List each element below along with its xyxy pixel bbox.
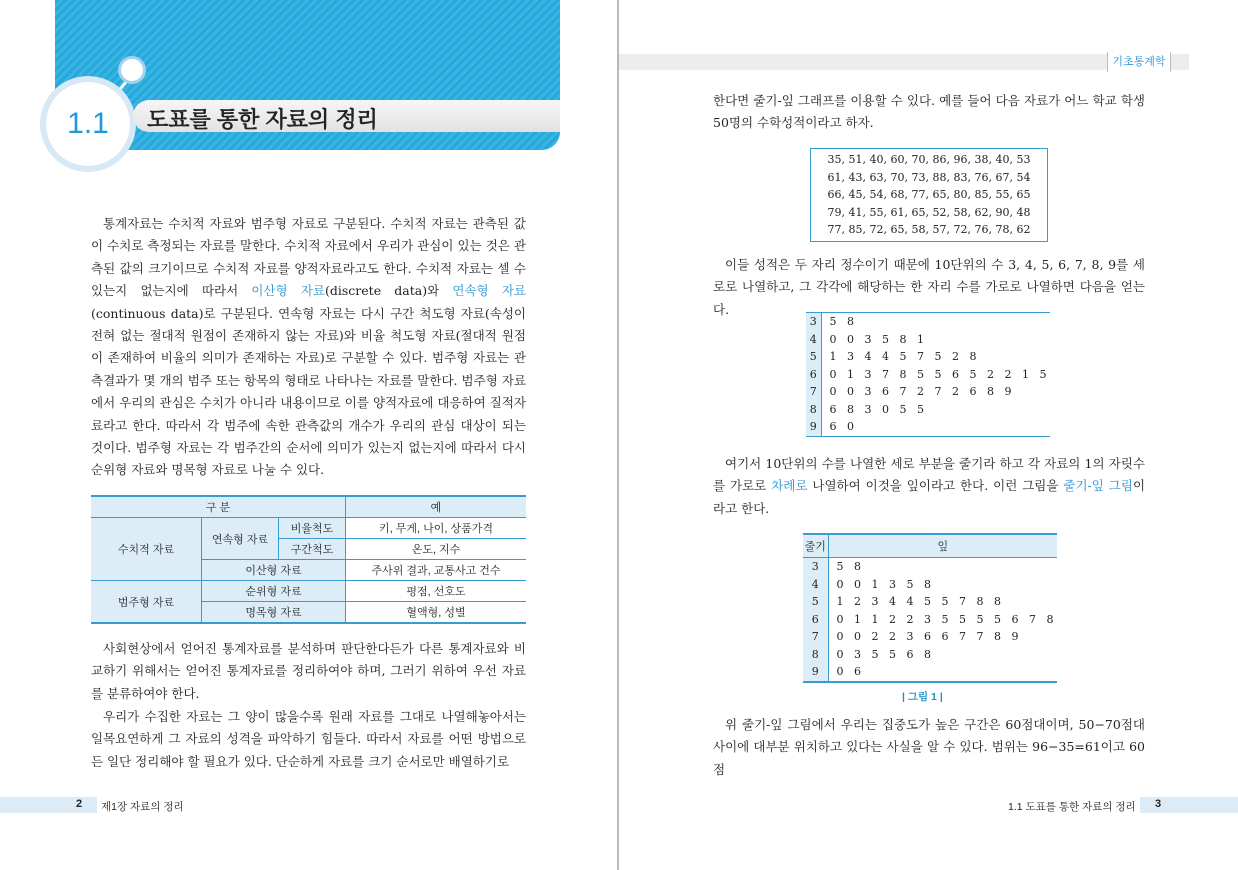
data-row: 77, 85, 72, 65, 58, 57, 72, 76, 78, 62 — [827, 223, 1031, 236]
stem-cell: 5 — [803, 593, 828, 611]
data-row: 61, 43, 63, 70, 73, 88, 83, 76, 67, 54 — [827, 170, 1031, 184]
stem-cell: 6 — [806, 366, 821, 384]
leaf-cell: 0 0 3 6 7 2 7 2 6 8 9 — [829, 385, 1015, 399]
term-continuous: 연속형 자료 — [452, 283, 526, 299]
leaf-cell: 1 3 4 4 5 7 5 2 8 — [829, 350, 981, 364]
cell-discrete: 이산형 자료 — [202, 560, 346, 581]
para1-text-c: (continuous data)로 구분된다. 연속형 자료는 다시 구간 척도형 자료(속성이 전혀 없는 절대적 원점이 존재하지 않는 자료)와 비율 척도형 자료(절대적 원점이 존재하여 비율의 의미가 존재하는 자료)로 구분할 수 있다. 범주형 자료는 관측결과가 몇 개의 범주 또는 항목의 형태로 나타나는 자료를 말한다. 범주형 자료에서 우리의 관심은 수치가 아니라 내용이므로 이를 양적자료에 대응하여 질적자료라고 한다. 따라서 각 범주에 속한 관측값의 개수가 우리의 관심 대상이 되는 것이다. 범주형 자료는 각 범주간의 순서에 의미가 있는지 없는지에 따라서 다시 순위형 자료와 명목형 자료로 나눌 수 있다. — [91, 305, 526, 478]
section-number-ring — [40, 76, 136, 172]
body-paragraph-1 — [91, 213, 526, 482]
data-row: 35, 51, 40, 60, 70, 86, 96, 38, 40, 53 — [827, 153, 1031, 166]
table-row — [91, 581, 526, 602]
running-header-bar — [619, 54, 1189, 70]
leaf-cell: 5 8 — [836, 560, 865, 574]
stem-cell: 9 — [806, 418, 821, 436]
table-row — [803, 611, 1057, 629]
table-row — [91, 518, 526, 539]
stem-cell: 7 — [806, 383, 821, 401]
body-paragraph-3: 우리가 수집한 자료는 그 양이 많을수록 원래 자료를 그대로 나열해놓아서는 일목요연하게 그 자료의 성격을 파악하기 힘들다. 따라서 자료를 어떤 방법으로든 일단 정리해야 할 필요가 있다. 단순하게 자료를 크기 순서로만 배열하기로 — [91, 709, 526, 769]
leaf-cell: 0 1 1 2 2 3 5 5 5 5 6 7 8 — [836, 612, 1057, 626]
table-row — [806, 418, 1050, 436]
table-row — [806, 366, 1050, 384]
data-row: 79, 41, 55, 61, 65, 52, 58, 62, 90, 48 — [827, 205, 1031, 219]
para1-text-a: 통계자료는 수치적 자료와 범주형 자료로 구분된다. 수치적 자료는 관측된 값이 수치로 측정되는 자료를 말한다. 수치적 자료에서 우리가 관심이 있는 것은 관측된 값의 크기이므로 수치적 자료를 양적자료라고도 한다. 수치적 자료는 셀 수 있는지 없는지에 따라서 — [91, 216, 526, 299]
table-row — [806, 331, 1050, 349]
table-row — [806, 348, 1050, 366]
term-stem-leaf: 줄기-잎 그림 — [1063, 478, 1133, 494]
cell-nominal: 명목형 자료 — [202, 602, 346, 624]
stem-cell: 3 — [806, 313, 821, 331]
table-row — [803, 646, 1057, 664]
leaf-cell: 5 8 — [829, 315, 858, 329]
cell-nominal-example: 혈액형, 성별 — [346, 602, 527, 624]
leaf-cell: 0 0 2 2 3 6 6 7 7 8 9 — [836, 630, 1022, 644]
table-row — [803, 576, 1057, 594]
data-row: 66, 45, 54, 68, 77, 65, 80, 85, 55, 65 — [827, 188, 1031, 201]
table-header-row — [91, 496, 526, 518]
term-discrete: 이산형 자료 — [251, 283, 325, 299]
right-page — [619, 0, 1238, 870]
figure-caption: | 그림 1 | — [902, 691, 943, 703]
para3-text-b: 나열하여 이것을 잎이라고 한다. 이런 그림을 — [807, 478, 1064, 494]
para3-text-a: 여기서 10단위의 수를 나열한 세로 부분을 줄기라 하고 각 자료의 1의 자릿수를 가로로 — [713, 456, 1145, 494]
stem-cell: 4 — [806, 331, 821, 349]
footer-section: 1.1 도표를 통한 자료의 정리 — [1008, 801, 1136, 813]
footer-chapter: 제1장 자료의 정리 — [101, 801, 184, 813]
leaf-cell: 0 1 3 7 8 5 5 6 5 2 2 1 5 — [829, 367, 1050, 381]
table-row — [803, 558, 1057, 576]
table-header-row — [803, 534, 1057, 558]
leaf-cell: 1 2 3 4 4 5 5 7 8 8 — [836, 595, 1005, 609]
left-page — [0, 0, 617, 870]
leaf-cell: 6 0 — [829, 420, 858, 434]
body-paragraph-2: 이들 성적은 두 자리 정수이기 때문에 10단위의 수 3, 4, 5, 6, 7, 8, 9를 세로로 나열하고, 그 각각에 해당하는 한 자리 수를 가로로 나열하면 다음을 얻는다. — [713, 257, 1145, 317]
cell-numeric: 수치적 자료 — [91, 518, 202, 581]
section-title: 도표를 통한 자료의 정리 — [147, 107, 378, 132]
unsorted-stem-leaf-table — [806, 312, 1050, 437]
leaf-cell: 0 6 — [836, 665, 865, 679]
header-example: 예 — [346, 496, 527, 518]
stem-header: 줄기 — [803, 534, 828, 558]
header-category: 구 분 — [91, 496, 346, 518]
table-row — [806, 383, 1050, 401]
cell-ratio-example: 키, 무게, 나이, 상품가격 — [346, 518, 527, 539]
table-row — [803, 593, 1057, 611]
table-row — [806, 313, 1050, 331]
cell-interval: 구간척도 — [279, 539, 346, 560]
cell-continuous: 연속형 자료 — [202, 518, 279, 560]
leaf-cell: 6 8 3 0 5 5 — [829, 402, 928, 416]
table-row — [803, 628, 1057, 646]
table-row — [806, 401, 1050, 419]
stem-cell: 9 — [803, 663, 828, 682]
leaf-cell: 0 3 5 5 6 8 — [836, 647, 935, 661]
stem-cell: 8 — [806, 401, 821, 419]
raw-data-box — [810, 148, 1048, 242]
body-paragraph-1: 한다면 줄기-잎 그래프를 이용할 수 있다. 예를 들어 다음 자료가 어느 학교 학생 50명의 수학성적이라고 하자. — [713, 93, 1145, 131]
body-paragraph-4: 위 줄기-잎 그림에서 우리는 집중도가 높은 구간은 60점대이며, 50−70점대 사이에 대부분 위치하고 있다는 사실을 알 수 있다. 범위는 96−35=61이고 60점 — [713, 717, 1145, 777]
para1-text-b: (discrete data)와 — [325, 283, 453, 299]
table-row — [803, 663, 1057, 682]
section-number: 1.1 — [67, 107, 109, 140]
cell-categorical: 범주형 자료 — [91, 581, 202, 624]
cell-discrete-example: 주사위 결과, 교통사고 건수 — [346, 560, 527, 581]
sorted-stem-leaf-table — [803, 533, 1057, 683]
para3-text-c: 이라고 한다. — [713, 478, 1146, 516]
stem-cell: 8 — [803, 646, 828, 664]
section-title-bar — [133, 100, 560, 132]
stem-cell: 5 — [806, 348, 821, 366]
banner-dot — [118, 56, 146, 84]
stem-cell: 6 — [803, 611, 828, 629]
data-type-table — [91, 495, 526, 624]
running-header-tag: 기초통계학 — [1107, 52, 1171, 72]
cell-ordinal-example: 평점, 선호도 — [346, 581, 527, 602]
body-paragraph-2: 사회현상에서 얻어진 통계자료를 분석하며 판단한다든가 다른 통계자료와 비교하기 위해서는 얻어진 통계자료를 정리하여야 하며, 그러기 위하여 우선 자료를 분류하여야 한다. — [91, 641, 526, 701]
body-paragraph-3 — [713, 453, 1145, 520]
page-number: 3 — [1155, 798, 1162, 810]
cell-interval-example: 온도, 지수 — [346, 539, 527, 560]
leaf-cell: 0 0 3 5 8 1 — [829, 332, 928, 346]
cell-ratio: 비율척도 — [279, 518, 346, 539]
stem-cell: 3 — [803, 558, 828, 576]
cell-ordinal: 순위형 자료 — [202, 581, 346, 602]
leaf-cell: 0 0 1 3 5 8 — [836, 577, 935, 591]
page-number: 2 — [76, 798, 83, 810]
stem-cell: 7 — [803, 628, 828, 646]
stem-cell: 4 — [803, 576, 828, 594]
footer-bar — [0, 797, 97, 813]
leaf-header: 잎 — [828, 534, 1057, 558]
term-in-order: 차례로 — [771, 478, 808, 494]
